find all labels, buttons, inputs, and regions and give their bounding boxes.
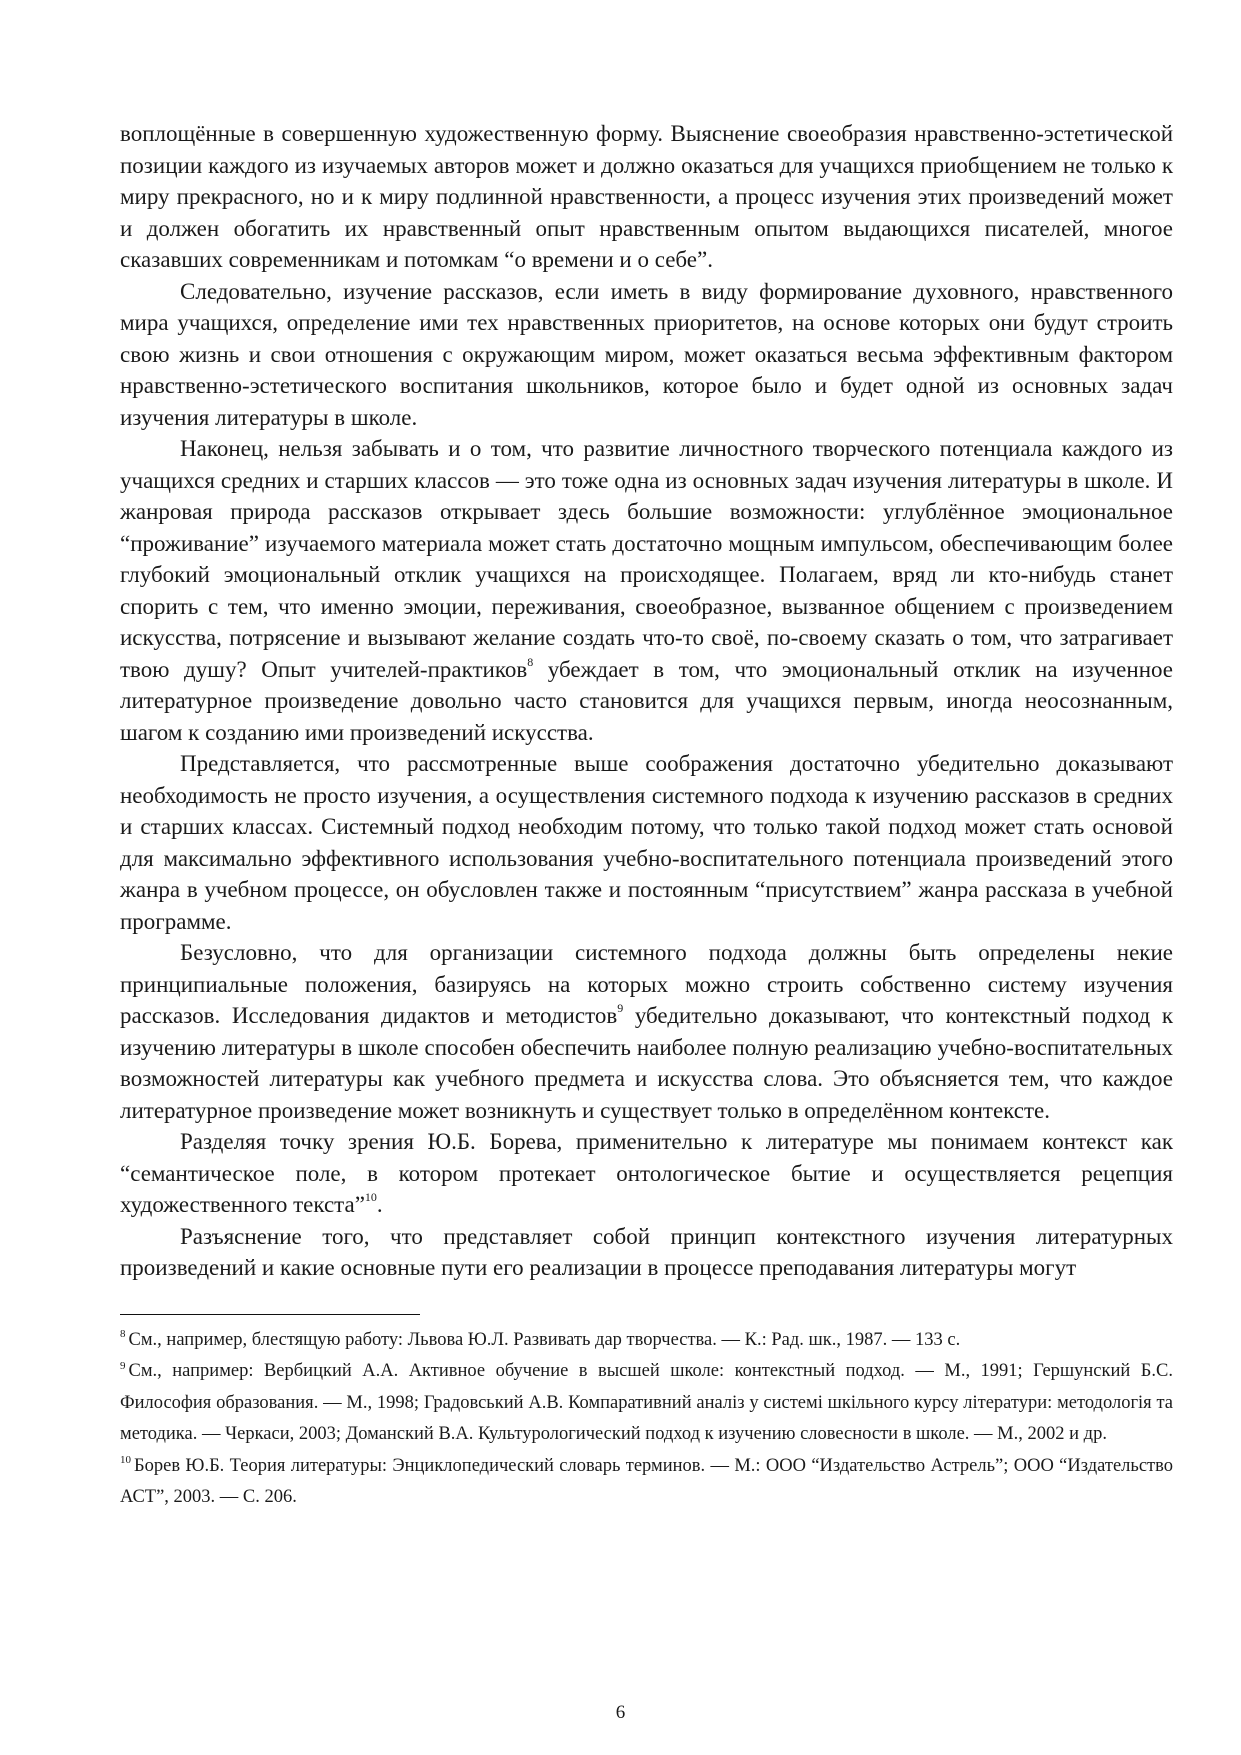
paragraph (120, 937, 1173, 1126)
footnote-text: См., например, блестящую работу: Львова Ю.Л. Развивать дар творчества. — К.: Рад. шк., 1987. — 133 с. (128, 1329, 961, 1350)
paragraph: Представляется, что рассмотренные выше соображения достаточно убедительно доказывают необходимость не просто изучения, а осуществления системного подхода к изучению рассказов в средних и старших классах. Системный подход необходим потому, что только такой подход может стать основой для максимально эффективного использования учебно-воспитательного потенциала произведений этого жанра в учебном процессе, он обусловлен также и постоянным “присутствием” жанра рассказа в учебной программе. (120, 751, 1173, 934)
paragraph-text: Разделяя точку зрения Ю.Б. Борева, применительно к литературе мы понимаем контекст как “семантическое поле, в котором протекает онтологическое бытие и осуществляется рецепция художественного текста” (120, 1129, 1173, 1217)
paragraph-text: Безусловно, что для организации системного подхода должны быть определены некие принципиальные положения, базируясь на которых можно строить собственно систему изучения рассказов. Исследования дидактов и методистов (120, 940, 1173, 1028)
footnote-text: Борев Ю.Б. Теория литературы: Энциклопедический словарь терминов. — М.: ООО “Издательство Астрель”; ООО “Издательство АСТ”, 2003. — С. 206. (120, 1455, 1173, 1507)
footnote-text: См., например: Вербицкий А.А. Активное обучение в высшей школе: контекстный подход. — М., 1991; Гершунский Б.С. Философия образования. — М., 1998; Градовський А.В. Компаративний аналіз у системі шкільного курсу літератури: методологія та методика. — Черкаси, 2003; Доманский В.А. Культурологический подход к изучению словесности в школе. — М., 2002 и др. (120, 1361, 1173, 1444)
footnote-reference[interactable]: 10 (364, 1190, 377, 1205)
footnote-number: 8 (120, 1328, 126, 1341)
footnote (120, 1356, 1173, 1451)
footnotes (120, 1325, 1173, 1514)
footnote-reference[interactable]: 8 (527, 654, 534, 669)
paragraph-text: Наконец, нельзя забывать и о том, что развитие личностного творческого потенциала каждого из учащихся средних и старших классов — это тоже одна из основных задач изучения литературы в школе. И жанровая природа рассказов открывает здесь большие возможности: углублённое эмоциональное “проживание” изучаемого материала может стать достаточно мощным импульсом, обеспечивающим более глубокий эмоциональный отклик учащихся на происходящее. Полагаем, вряд ли кто-нибудь станет спорить с тем, что именно эмоции, переживания, своеобразное, вызванное общением с произведением искусства, потрясение и вызывают желание создать что-то своё, по-своему сказать о том, что затрагивает твою душу? Опыт учителей-практиков (120, 436, 1173, 682)
footnote (120, 1325, 1173, 1357)
footnote-number: 9 (120, 1359, 126, 1372)
footnote-reference[interactable]: 9 (617, 1001, 624, 1016)
paragraph (120, 1126, 1173, 1221)
footnote (120, 1451, 1173, 1514)
paragraph (120, 433, 1173, 748)
paragraph-text: убеждает в том, что эмоциональный отклик на изученное литературное произведение довольно часто становится для учащихся первым, иногда неосознанным, шагом к созданию ими произведений искусства. (120, 656, 1173, 745)
page-number: 6 (615, 1702, 626, 1723)
paragraph: Разъяснение того, что представляет собой принцип контекстного изучения литературных произведений и какие основные пути его реализации в процессе преподавания литературы могут (120, 1223, 1173, 1280)
footnote-number: 10 (120, 1454, 131, 1467)
paragraph-text: . (376, 1192, 383, 1217)
paragraph: воплощённые в совершенную художественную форму. Выяснение своеобразия нравственно-эстетической позиции каждого из изучаемых авторов может и должно оказаться для учащихся приобщением не только к миру прекрасного, но и к миру подлинной нравственности, а процесс изучения этих произведений может и должен обогатить их нравственный опыт нравственным опытом выдающихся писателей, многое сказавших современникам и потомкам “о времени и о себе”. (120, 121, 1173, 272)
paragraph: Следовательно, изучение рассказов, если иметь в виду формирование духовного, нравственного мира учащихся, определение ими тех нравственных приоритетов, на основе которых они будут строить свою жизнь и свои отношения с окружающим миром, может оказаться весьма эффективным фактором нравственно-эстетического воспитания школьников, которое было и будет одной из основных задач изучения литературы в школе. (120, 278, 1173, 430)
body-text (120, 118, 1173, 1284)
footnote-divider (120, 1314, 420, 1315)
paragraph-text: убедительно доказывают, что контекстный подход к изучению литературы в школе способен обеспечить наиболее полную реализацию учебно-воспитательных возможностей литературы как учебного предмета и искусства слова. Это объясняется тем, что каждое литературное произведение может возникнуть и существует только в определённом контексте. (120, 1003, 1173, 1123)
